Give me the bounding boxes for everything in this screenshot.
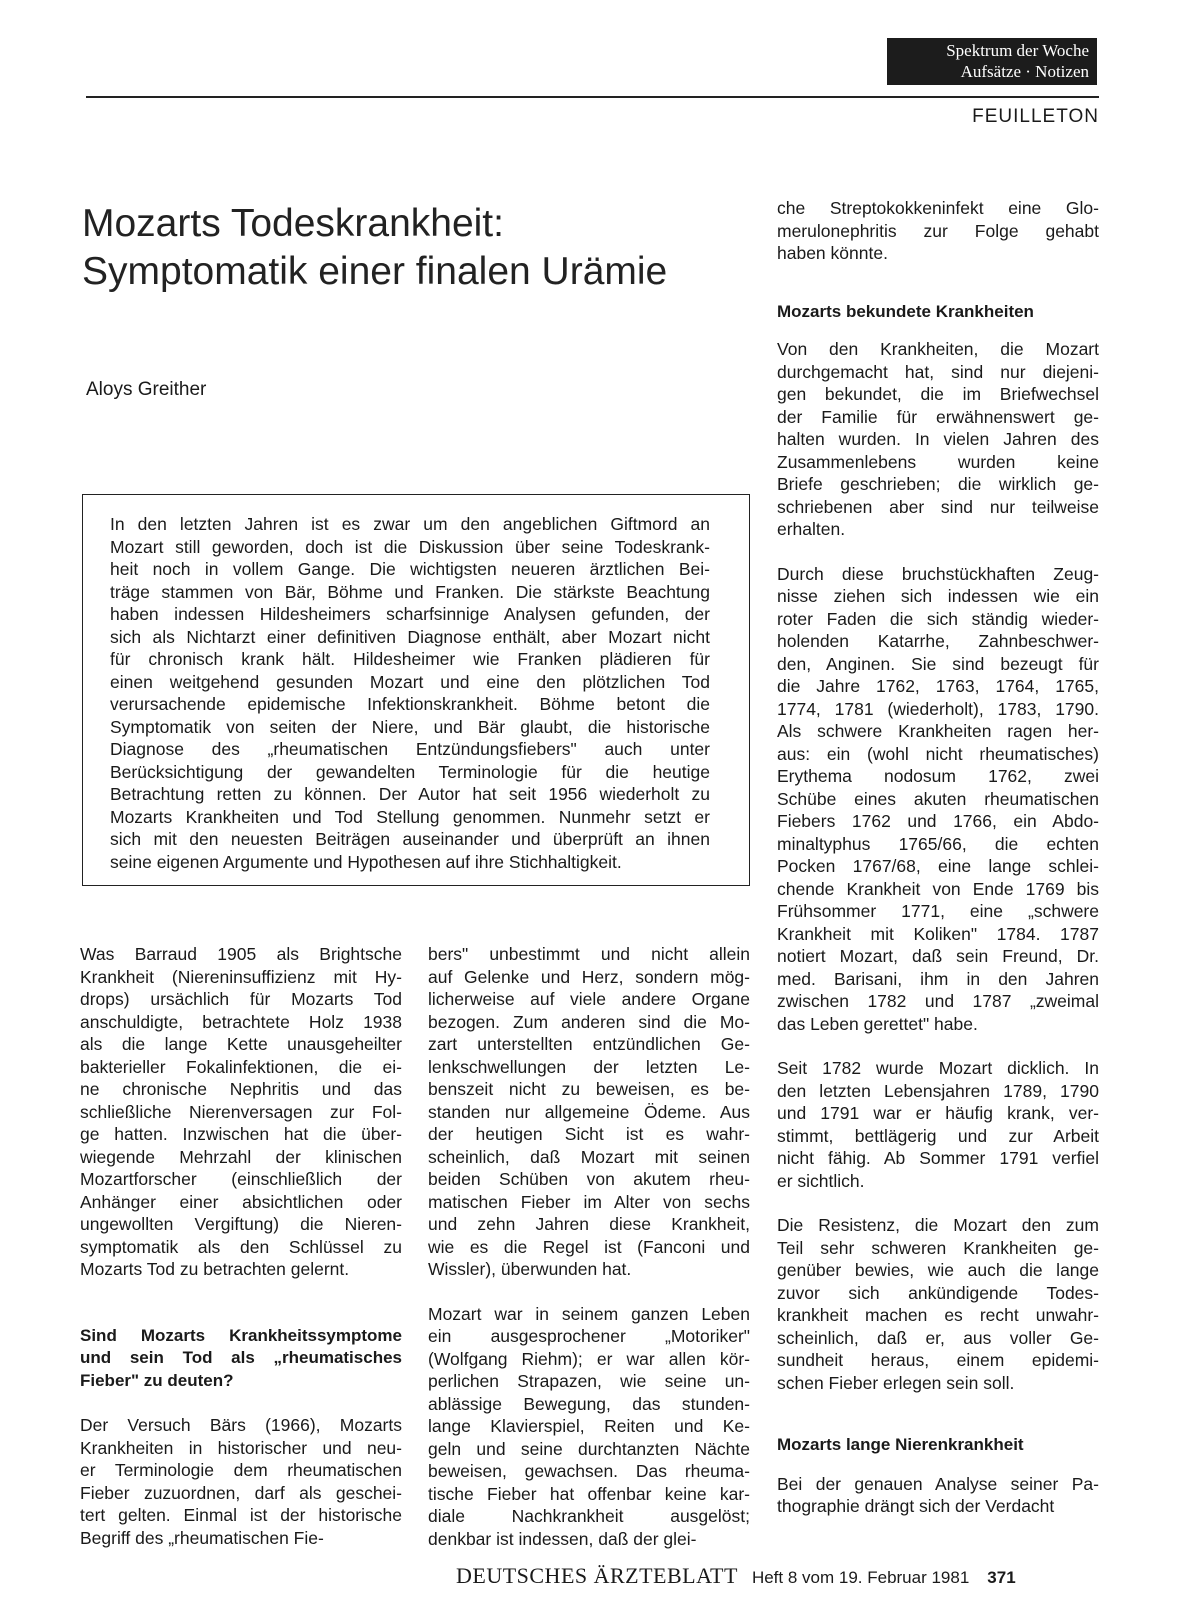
text-line: Sind Mozarts Krankheitssymptome <box>80 1325 402 1345</box>
text-line: Die Resistenz, die Mozart den zum <box>777 1215 1099 1235</box>
text-line: nisse ziehen sich indessen wie ein <box>777 586 1099 606</box>
text-line: und 1791 war er häufig krank, ver- <box>777 1103 1099 1123</box>
text-line: lange Klavierspiel, Reiten und Ke- <box>428 1416 750 1436</box>
journal-name: DEUTSCHES ÄRZTEBLATT <box>456 1563 738 1588</box>
text-line: Begriff des „rheumatischen Fie- <box>80 1527 324 1548</box>
text-line: der Familie für erwähnenswert ge- <box>777 406 1099 427</box>
text-line: (Wolfgang Riehm); er war allen kör- <box>428 1348 750 1369</box>
text-line: er Terminologie dem rheumatischen <box>80 1460 402 1480</box>
abstract-text <box>110 513 710 873</box>
text-line: aus: ein (wohl nicht rheumatisches) <box>777 743 1099 764</box>
text-line: Zusammenlebens wurden keine <box>777 451 1099 472</box>
text-line: tische Fieber hat offenbar keine kar- <box>428 1483 750 1504</box>
text-line: seine eigenen Argumente und Hypothesen auf ihre Stichhaltigkeit. <box>110 851 622 872</box>
paragraph <box>428 1303 750 1551</box>
text-line: Mozartforscher (einschließlich der <box>80 1169 402 1189</box>
text-line: diale Nachkrankheit ausgelöst; <box>428 1506 750 1526</box>
header-rule <box>86 96 1099 98</box>
text-line: drops) ursächlich für Mozarts Tod <box>80 989 402 1009</box>
text-line: geln und seine durchtanzten Nächte <box>428 1438 750 1459</box>
text-line: minaltyphus 1765/66, die echten <box>777 833 1099 854</box>
text-line: Was Barraud 1905 als Brightsche <box>80 944 402 964</box>
text-line: ablässige Bewegung, das stunden- <box>428 1393 750 1414</box>
column-2 <box>428 943 750 1550</box>
text-line: Mozart war in seinem ganzen Leben <box>428 1303 750 1324</box>
text-line: Fieber" zu deuten? <box>80 1370 234 1390</box>
text-line: che Streptokokkeninfekt eine Glo- <box>777 198 1099 218</box>
text-line: genüber bewies, wie auch die lange <box>777 1260 1099 1280</box>
text-line: Krankheit (Niereninsuffizienz mit Hy- <box>80 966 402 987</box>
text-line: träge stammen von Bär, Böhme und Franken. Die stärkste Beachtung <box>110 581 710 602</box>
text-line: heit noch in vollem Gange. Die wichtigsten neueren ärztlichen Bei- <box>110 559 710 579</box>
text-line: Krankheiten in historischer und neu- <box>80 1437 402 1458</box>
text-line: scheinlich, daß Mozart mit seinen <box>428 1146 750 1167</box>
text-line: schließliche Nierenversagen zur Fol- <box>80 1101 402 1122</box>
text-line: krankheit machen es recht unwahr- <box>777 1305 1099 1325</box>
text-line: chende Krankheit von Ende 1769 bis <box>777 878 1099 899</box>
text-line: thographie drängt sich der Verdacht <box>777 1496 1055 1516</box>
paragraph <box>777 563 1099 1036</box>
text-line: durchgemacht hat, sind nur diejeni- <box>777 361 1099 382</box>
badge-line-2: Aufsätze · Notizen <box>960 62 1089 81</box>
text-line: Krankheit mit Koliken" 1784. 1787 <box>777 923 1099 944</box>
section-label: FEUILLETON <box>972 106 1099 127</box>
section-heading <box>777 1434 1099 1457</box>
heading-text: Mozarts lange Nierenkrankheit <box>777 1435 1024 1454</box>
text-line: Schübe eines akuten rheumatischen <box>777 788 1099 809</box>
text-line: In den letzten Jahren ist es zwar um den angeblichen Giftmord an <box>110 514 710 534</box>
text-line: Fiebers 1762 und 1766, ein Abdo- <box>777 811 1099 831</box>
section-heading <box>80 1325 402 1393</box>
text-line: sundheit heraus, einem epidemi- <box>777 1350 1099 1370</box>
text-line: halten wurden. In vielen Jahren des <box>777 429 1099 449</box>
title-line-2: Symptomatik einer finalen Urämie <box>82 250 668 293</box>
text-line: stimmt, bettlägerig und zur Arbeit <box>777 1125 1099 1146</box>
text-line: und zehn Jahren diese Krankheit, <box>428 1214 750 1234</box>
paragraph <box>777 1473 1099 1518</box>
text-line: ge hatten. Inzwischen hat die über- <box>80 1124 402 1144</box>
text-line: einen weitgehend gesunden Mozart und eine den plötzlichen Tod <box>110 671 710 692</box>
text-line: med. Barisani, ihm in den Jahren <box>777 968 1099 989</box>
text-line: Briefe geschrieben; die wirklich ge- <box>777 474 1099 494</box>
author: Aloys Greither <box>86 379 207 400</box>
text-line: schen Fieber erlegen sein soll. <box>777 1372 1015 1393</box>
text-line: Von den Krankheiten, die Mozart <box>777 339 1099 359</box>
text-line: holenden Katarrhe, Zahnbeschwer- <box>777 631 1099 651</box>
paragraph <box>428 943 750 1281</box>
text-line: matischen Fieber im Alter von sechs <box>428 1191 750 1212</box>
issue-info: Heft 8 vom 19. Februar 1981 <box>751 1568 970 1587</box>
paragraph <box>777 1214 1099 1394</box>
text-line: sich als Nichtarzt einer definitiven Diagnose enthält, aber Mozart nicht <box>110 626 710 647</box>
text-line: Betrachtung retten zu können. Der Autor hat seit 1956 wiederholt zu <box>110 784 710 804</box>
text-line: Mozarts Tod zu betrachten gelernt. <box>80 1259 350 1279</box>
text-line: Mozart still geworden, doch ist die Diskussion über seine Todeskrank- <box>110 536 710 557</box>
text-line: Symptomatik von seiten der Niere, und Bär glaubt, die historische <box>110 716 710 737</box>
text-line: das Leben gerettet" habe. <box>777 1013 978 1034</box>
text-line: tert gelten. Einmal ist der historische <box>80 1505 402 1525</box>
title-line-1: Mozarts Todeskrankheit: <box>82 202 504 245</box>
text-line: gen bekundet, die im Briefwechsel <box>777 384 1099 404</box>
text-line: als die lange Kette unausgeheilter <box>80 1034 402 1054</box>
text-line: haben könnte. <box>777 243 888 263</box>
paragraph <box>777 338 1099 541</box>
text-line: Berücksichtigung der gewandelten Terminologie für die heutige <box>110 761 710 782</box>
text-line: Erythema nodosum 1762, zwei <box>777 766 1099 786</box>
text-line: perlichen Strapazen, wie seine un- <box>428 1371 750 1391</box>
page-footer <box>456 1563 1016 1589</box>
text-line: bers" unbestimmt und nicht allein <box>428 944 750 964</box>
text-line: ungewollten Vergiftung) die Nieren- <box>80 1214 402 1234</box>
text-line: Fieber zuzuordnen, darf als geschei- <box>80 1482 402 1503</box>
text-line: Pocken 1767/68, eine lange schlei- <box>777 856 1099 876</box>
text-line: lenkschwellungen der letzten Le- <box>428 1056 750 1077</box>
text-line: merulonephritis zur Folge gehabt <box>777 220 1099 241</box>
text-line: die Jahre 1762, 1763, 1764, 1765, <box>777 676 1099 696</box>
section-heading <box>777 301 1099 324</box>
text-line: Frühsommer 1771, eine „schwere <box>777 901 1099 921</box>
section-badge <box>887 38 1097 85</box>
text-line: beiden Schüben von akutem rheu- <box>428 1169 750 1189</box>
text-line: er sichtlich. <box>777 1170 865 1191</box>
text-line: symptomatik als den Schlüssel zu <box>80 1236 402 1257</box>
text-line: scheinlich, daß er, aus voller Ge- <box>777 1327 1099 1348</box>
heading-text: Mozarts bekundete Krankheiten <box>777 301 1034 321</box>
text-line: Mozarts Krankheiten und Tod Stellung genommen. Nunmehr setzt er <box>110 806 710 827</box>
text-line: Durch diese bruchstückhaften Zeug- <box>777 563 1099 584</box>
article-title <box>82 200 762 296</box>
text-line: den, Anginen. Sie sind bezeugt für <box>777 653 1099 674</box>
text-line: notiert Mozart, daß sein Freund, Dr. <box>777 946 1099 966</box>
text-line: roter Faden die sich ständig wieder- <box>777 608 1099 629</box>
text-line: wiegende Mehrzahl der klinischen <box>80 1146 402 1167</box>
text-line: 1774, 1781 (wiederholt), 1783, 1790. <box>777 698 1099 719</box>
text-line: und sein Tod als „rheumatisches <box>80 1348 402 1367</box>
text-line: der heutigen Sicht ist es wahr- <box>428 1124 750 1144</box>
text-line: zart unterstellten entzündlichen Ge- <box>428 1034 750 1054</box>
text-line: auf Gelenke und Herz, sondern mög- <box>428 966 750 987</box>
text-line: Der Versuch Bärs (1966), Mozarts <box>80 1415 402 1435</box>
abstract-box <box>82 494 750 886</box>
text-line: sich mit den neuesten Beiträgen auseinander und überprüft an ihnen <box>110 829 710 849</box>
text-line: licherweise auf viele andere Organe <box>428 989 750 1009</box>
text-line: denkbar ist indessen, daß der glei- <box>428 1528 697 1549</box>
text-line: den letzten Lebensjahren 1789, 1790 <box>777 1080 1099 1101</box>
paragraph <box>777 197 1099 265</box>
text-line: wie es die Regel ist (Fanconi und <box>428 1236 750 1257</box>
text-line: bakterieller Fokalinfektionen, die ei- <box>80 1056 402 1077</box>
text-line: Diagnose des „rheumatischen Entzündungsfiebers" auch unter <box>110 739 710 759</box>
column-1 <box>80 943 402 1549</box>
text-line: standen nur allgemeine Ödeme. Aus <box>428 1101 750 1122</box>
text-line: Anhänger einer absichtlichen oder <box>80 1191 402 1212</box>
page-number: 371 <box>987 1568 1016 1587</box>
text-line: benszeit nicht zu beweisen, es be- <box>428 1079 750 1099</box>
column-3 <box>777 197 1099 1518</box>
text-line: Teil sehr schweren Krankheiten ge- <box>777 1237 1099 1258</box>
text-line: beweisen, gewachsen. Das rheuma- <box>428 1461 750 1481</box>
text-line: schriebenen aber sind nur teilweise <box>777 496 1099 517</box>
text-line: Wissler), überwunden hat. <box>428 1259 632 1279</box>
paragraph <box>777 1057 1099 1192</box>
text-line: erhalten. <box>777 519 846 539</box>
text-line: Seit 1782 wurde Mozart dicklich. In <box>777 1058 1099 1078</box>
badge-line-1: Spektrum der Woche <box>946 41 1089 60</box>
text-line: ein ausgesprochener „Motoriker" <box>428 1326 750 1346</box>
text-line: für chronisch krank hält. Hildesheimer wie Franken plädieren für <box>110 649 710 669</box>
text-line: Bei der genauen Analyse seiner Pa- <box>777 1473 1099 1494</box>
text-line: anschuldigte, betrachtete Holz 1938 <box>80 1011 402 1032</box>
paragraph <box>80 943 402 1281</box>
text-line: verursachende epidemische Infektionskrankheit. Böhme betont die <box>110 694 710 714</box>
paragraph <box>80 1414 402 1549</box>
text-line: zwischen 1782 und 1787 „zweimal <box>777 991 1099 1011</box>
text-line: haben indessen Hildesheimers scharfsinnige Analysen gefunden, der <box>110 604 710 624</box>
text-line: Als schwere Krankheiten ragen her- <box>777 721 1099 741</box>
text-line: zuvor sich ankündigende Todes- <box>777 1282 1099 1303</box>
text-line: ne chronische Nephritis und das <box>80 1079 402 1099</box>
text-line: bezogen. Zum anderen sind die Mo- <box>428 1011 750 1032</box>
text-line: nicht fähig. Ab Sommer 1791 verfiel <box>777 1148 1099 1168</box>
